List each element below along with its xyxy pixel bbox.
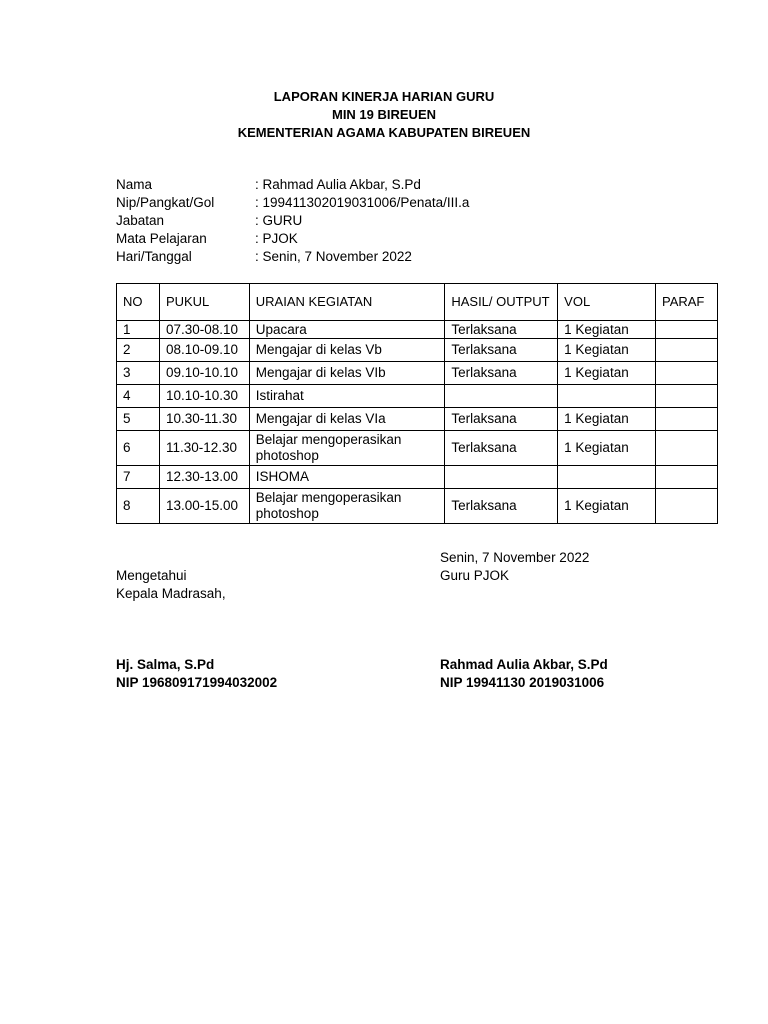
signature-role: Guru PJOK <box>440 568 510 583</box>
cell-no: 7 <box>117 466 160 489</box>
cell-hasil: Terlaksana <box>445 431 558 466</box>
cell-uraian: Belajar mengoperasikan photoshop <box>249 489 445 524</box>
cell-pukul: 10.10-10.30 <box>159 385 249 408</box>
cell-paraf <box>655 362 717 385</box>
identity-value: : PJOK <box>255 231 298 246</box>
signature-position: Kepala Madrasah, <box>116 586 226 601</box>
table-row <box>117 408 718 431</box>
activity-table <box>116 283 718 524</box>
identity-row-nip <box>116 194 469 212</box>
identity-row-mapel <box>116 230 469 248</box>
column-header-uraian: URAIAN KEGIATAN <box>249 284 445 321</box>
cell-pukul: 12.30-13.00 <box>159 466 249 489</box>
principal-nip: NIP 196809171994032002 <box>116 675 278 690</box>
cell-hasil <box>445 466 558 489</box>
table-row <box>117 431 718 466</box>
report-title: LAPORAN KINERJA HARIAN GURU <box>273 89 495 104</box>
cell-vol <box>558 385 656 408</box>
cell-paraf <box>655 431 717 466</box>
ministry-name: KEMENTERIAN AGAMA KABUPATEN BIREUEN <box>237 125 531 140</box>
cell-paraf <box>655 466 717 489</box>
cell-paraf <box>655 339 717 362</box>
table-row <box>117 362 718 385</box>
teacher-name: Rahmad Aulia Akbar, S.Pd <box>440 657 608 672</box>
column-header-hasil: HASIL/ OUTPUT <box>445 284 558 321</box>
cell-uraian: Upacara <box>249 321 445 339</box>
cell-vol: 1 Kegiatan <box>558 362 656 385</box>
cell-hasil <box>445 385 558 408</box>
cell-no: 2 <box>117 339 160 362</box>
table-row <box>117 489 718 524</box>
school-name: MIN 19 BIREUEN <box>331 107 437 122</box>
cell-vol: 1 Kegiatan <box>558 408 656 431</box>
table-row <box>117 339 718 362</box>
signature-block-principal <box>116 567 226 603</box>
cell-hasil: Terlaksana <box>445 489 558 524</box>
signature-block-teacher <box>440 549 589 585</box>
cell-vol: 1 Kegiatan <box>558 339 656 362</box>
table-row <box>117 466 718 489</box>
cell-paraf <box>655 489 717 524</box>
cell-pukul: 11.30-12.30 <box>159 431 249 466</box>
cell-no: 6 <box>117 431 160 466</box>
column-header-pukul: PUKUL <box>159 284 249 321</box>
cell-paraf <box>655 321 717 339</box>
cell-uraian: ISHOMA <box>249 466 445 489</box>
principal-name: Hj. Salma, S.Pd <box>116 657 215 672</box>
identity-label: Nama <box>116 177 153 192</box>
cell-uraian: Belajar mengoperasikan photoshop <box>249 431 445 466</box>
cell-pukul: 13.00-15.00 <box>159 489 249 524</box>
cell-pukul: 07.30-08.10 <box>159 321 249 339</box>
cell-hasil: Terlaksana <box>445 321 558 339</box>
cell-vol: 1 Kegiatan <box>558 431 656 466</box>
cell-pukul: 09.10-10.10 <box>159 362 249 385</box>
cell-no: 8 <box>117 489 160 524</box>
identity-row-tanggal <box>116 248 469 266</box>
cell-vol <box>558 466 656 489</box>
identity-value: : Rahmad Aulia Akbar, S.Pd <box>255 177 421 192</box>
identity-value: : GURU <box>255 213 303 228</box>
cell-uraian: Istirahat <box>249 385 445 408</box>
cell-pukul: 08.10-09.10 <box>159 339 249 362</box>
cell-hasil: Terlaksana <box>445 408 558 431</box>
table-row <box>117 321 718 339</box>
cell-paraf <box>655 408 717 431</box>
cell-paraf <box>655 385 717 408</box>
column-header-vol: VOL <box>558 284 656 321</box>
cell-no: 5 <box>117 408 160 431</box>
table-header-row <box>117 284 718 321</box>
cell-vol: 1 Kegiatan <box>558 321 656 339</box>
signature-acknowledge: Mengetahui <box>116 568 187 583</box>
cell-hasil: Terlaksana <box>445 362 558 385</box>
cell-uraian: Mengajar di kelas VIb <box>249 362 445 385</box>
cell-hasil: Terlaksana <box>445 339 558 362</box>
principal-signature-name <box>116 656 277 692</box>
identity-label: Nip/Pangkat/Gol <box>116 195 215 210</box>
column-header-no: NO <box>117 284 160 321</box>
identity-block <box>116 176 469 266</box>
cell-uraian: Mengajar di kelas Vb <box>249 339 445 362</box>
identity-row-nama <box>116 176 469 194</box>
identity-value: : 199411302019031006/Penata/III.a <box>255 195 470 210</box>
report-header <box>0 88 768 142</box>
signature-date: Senin, 7 November 2022 <box>440 550 590 565</box>
identity-label: Mata Pelajaran <box>116 231 207 246</box>
cell-no: 4 <box>117 385 160 408</box>
identity-label: Hari/Tanggal <box>116 249 192 264</box>
identity-label: Jabatan <box>116 213 165 228</box>
cell-pukul: 10.30-11.30 <box>159 408 249 431</box>
cell-no: 1 <box>117 321 160 339</box>
table-row <box>117 385 718 408</box>
identity-row-jabatan <box>116 212 469 230</box>
cell-uraian: Mengajar di kelas VIa <box>249 408 445 431</box>
identity-value: : Senin, 7 November 2022 <box>255 249 412 264</box>
cell-no: 3 <box>117 362 160 385</box>
teacher-signature-name <box>440 656 608 692</box>
teacher-nip: NIP 19941130 2019031006 <box>440 675 605 690</box>
column-header-paraf: PARAF <box>655 284 717 321</box>
cell-vol: 1 Kegiatan <box>558 489 656 524</box>
